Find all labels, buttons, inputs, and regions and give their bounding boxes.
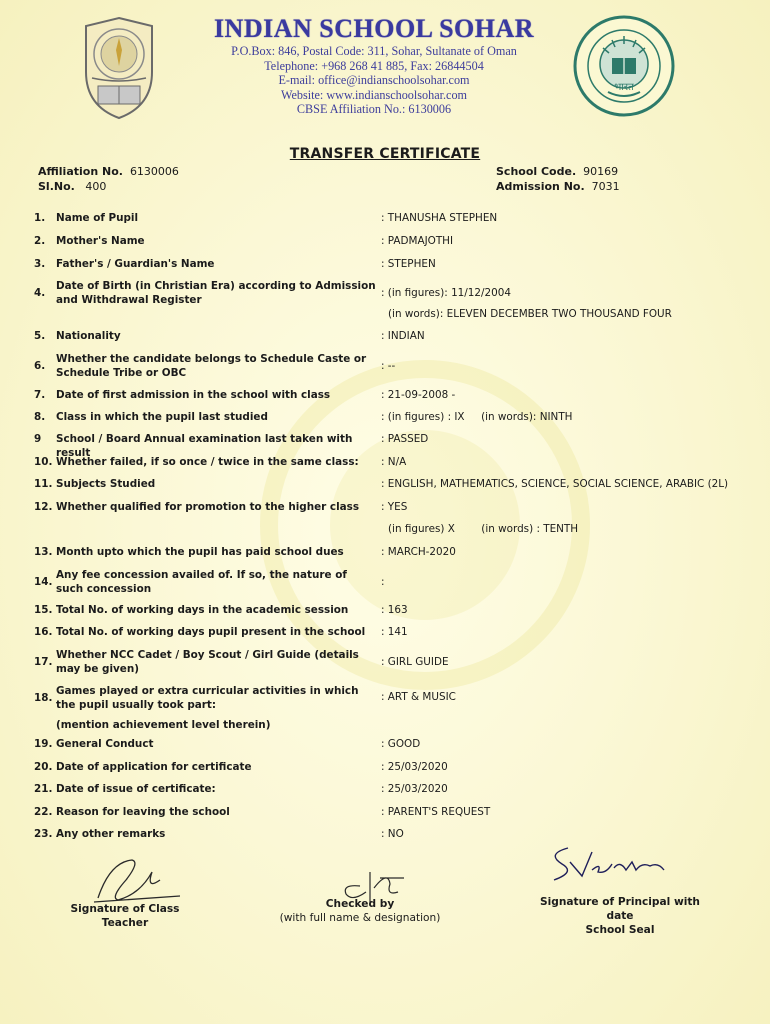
row-6-value: : -- [381,360,396,372]
row-23-value: : NO [381,828,404,840]
meta-right [496,164,620,194]
row-17-value: : GIRL GUIDE [381,656,449,668]
cbse-seal-logo [572,14,676,118]
row-4-value-words: (in words): ELEVEN DECEMBER TWO THOUSAND FOUR [388,308,672,320]
school-code-value: 90169 [583,165,619,178]
principal-signature [540,840,680,890]
school-name: INDIAN SCHOOL SOHAR [213,14,535,43]
row-13-value: : MARCH-2020 [381,546,456,558]
row-2-value: : PADMAJOTHI [381,235,454,247]
row-8-value: : (in figures) : IX (in words): NINTH [381,411,573,423]
sl-no-label: Sl.No. [38,180,75,193]
checked-by-subtitle: (with full name & designation) [279,912,441,924]
row-11-value: : ENGLISH, MATHEMATICS, SCIENCE, SOCIAL SCIENCE, ARABIC (2L) [381,478,729,490]
school-header [170,14,578,117]
row-1-value: : THANUSHA STEPHEN [381,212,498,224]
header-affiliation: CBSE Affiliation No.: 6130006 [296,102,452,117]
school-seal-label: School Seal [585,924,655,936]
meta-left [38,164,179,194]
cbse-logo-text: भारत [614,82,634,93]
header-telephone: Telephone: +968 268 41 885, Fax: 26844504 [264,58,484,73]
principal-title: Signature of Principal with date [540,896,700,922]
row-14-value: : [381,576,385,588]
document-title: TRANSFER CERTIFICATE [289,146,481,162]
checked-by-title: Checked by [325,898,395,910]
row-9-value: : PASSED [381,433,429,445]
row-18-value: : ART & MUSIC [381,691,456,703]
row-19-value: : GOOD [381,738,421,750]
school-code-label: School Code. [496,165,577,178]
school-crest-logo [78,14,160,122]
row-12-value: : YES [381,501,408,513]
admission-no-value: 7031 [591,180,620,193]
checked-by-label [270,897,450,925]
row-20-value: : 25/03/2020 [381,761,448,773]
row-10-value: : N/A [381,456,407,468]
row-21-value: : 25/03/2020 [381,783,448,795]
affiliation-label: Affiliation No. [38,165,123,178]
sl-no-value: 400 [85,180,107,193]
row-5-value: : INDIAN [381,330,425,342]
row-4-value: : (in figures): 11/12/2004 [381,287,511,299]
row-15-value: : 163 [381,604,408,616]
row-7-value: : 21-09-2008 - [381,389,456,401]
row-22-value: : PARENT'S REQUEST [381,806,491,818]
row-16-value: : 141 [381,626,408,638]
header-website: Website: www.indianschoolsohar.com [280,87,468,102]
row-12-value-class: (in figures) X (in words) : TENTH [388,523,579,535]
admission-no-label: Admission No. [496,180,585,193]
row-3-value: : STEPHEN [381,258,436,270]
principal-signature-label [525,895,715,937]
class-teacher-signature [80,850,190,910]
affiliation-value: 6130006 [129,165,179,178]
class-teacher-signature-label: Signature of Class Teacher [70,903,180,929]
header-email: E-mail: office@indianschoolsohar.com [278,73,470,88]
header-address: P.O.Box: 846, Postal Code: 311, Sohar, Sultanate of Oman [231,44,517,58]
